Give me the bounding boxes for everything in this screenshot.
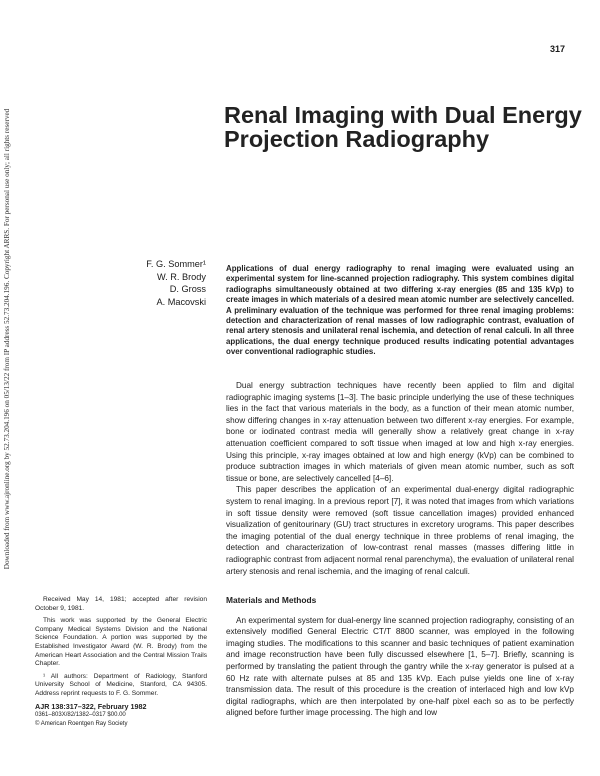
paragraph: Dual energy subtraction techniques have recently been applied to film and digital radiographic imaging systems [1–3]. The basic principle underlying the use of these techniques lies in the fact that various materials in the body, as a function of their mean atomic number, show differing changes in x-ray attenuation between two different x-ray energies. For example, bone or iodinated contrast media will generally show a relatively great change in x-ray attenuation coefficient compared to soft tissue when imaged at low and high x-ray energies. Using this principle, x-ray images obtained at low and high energy (kVp) can be combined to produce subtraction images in which materials of given mean atomic number, such as soft tissue or bone, are selectively cancelled [4–6]. — [226, 381, 574, 483]
author: W. R. Brody — [156, 271, 206, 282]
footnotes — [35, 596, 207, 728]
abstract: Applications of dual energy radiography to renal imaging were evaluated using an experimental system for line-scanned projection radiography. This system combines digital radiographs simultaneously obtained at two differing x-ray energies (85 and 135 kVp) to create images in which materials of a desired mean atomic number are selectively cancelled. A preliminary evaluation of the technique was performed for three renal imaging problems: detection and characterization of renal masses of low radiographic contrast, evaluation of renal artery stenosis and unilateral renal ischemia, and detection of renal calculi. In all three applications, the dual energy technique produced results indicating potential advantages over conventional radiographic studies. — [226, 264, 574, 357]
support-note: This work was supported by the General Electric Company Medical Systems Division and the National Science Foundation. A portion was supported by the Established Investigator Award (W. R. Brody) from the American Heart Association and the Central Mission Trails Chapter. — [35, 617, 207, 668]
article-title: Renal Imaging with Dual Energy Projection Radiography — [224, 102, 582, 152]
received-note: Received May 14, 1981; accepted after revision October 9, 1981. — [35, 596, 207, 612]
paragraph: This paper describes the application of an experimental dual-energy digital radiographic system to renal imaging. In a previous report [7], it was noted that images from which variations in soft tissue density were removed (soft tissue cancellation images) provided enhanced visualization of genitourinary (GU) tract structures in excretory urograms. This paper describes the imaging potential of the dual energy technique in three problems of renal imaging, the detection and characterization of low-contrast renal masses (masses differing little in radiographic contrast from adjacent normal renal parenchyma), the evaluation of unilateral renal artery stenosis and renal ischemia, and the imaging of renal calculi. — [226, 485, 574, 576]
author: F. G. Sommer¹ — [146, 259, 206, 269]
affiliation-note: ¹ All authors: Department of Radiology, Stanford University School of Medicine, Stanford, CA 94305. Address reprint requests to F. G. Sommer. — [35, 672, 207, 697]
paragraph: An experimental system for dual-energy line scanned projection radiography, consisting of an extensively modified General Electric CT/T 8800 scanner, was employed in the following imaging studies. The modifications to this scanner and basic techniques of patient examination and image reconstruction have been fully discussed elsewhere [1, 5–7]. Briefly, scanning is performed by translating the patient through the gantry while the x-ray generator is pulsed at a 60 Hz rate with alternate pulses at 85 and 135 kVp. Each pulse yields one line of x-ray transmission data. The result of this procedure is the creation of interlaced high and low kVp digital radiographs, which are then interpolated by one-half pixel each so as to be perfectly aligned before further image processing. The high and low — [226, 615, 574, 718]
author: D. Gross — [169, 284, 206, 294]
copyright: © American Roentgen Ray Society — [35, 720, 128, 727]
author: A. Macovski — [156, 296, 206, 307]
section-heading: Materials and Methods — [226, 595, 317, 606]
download-watermark: Downloaded from www.ajronline.org by 52.73.204.196 on 05/13/22 from IP address 52.73.204.196. Copyright ARRS. For personal use only; all rights reserved — [3, 108, 11, 570]
author-list — [60, 258, 206, 308]
page-number: 317 — [550, 44, 566, 54]
issn: 0361–803X/82/1382–0317 $00.00 — [35, 712, 126, 719]
body-text — [226, 380, 574, 719]
journal-citation: AJR 138:317–322, February 1982 — [35, 701, 147, 711]
